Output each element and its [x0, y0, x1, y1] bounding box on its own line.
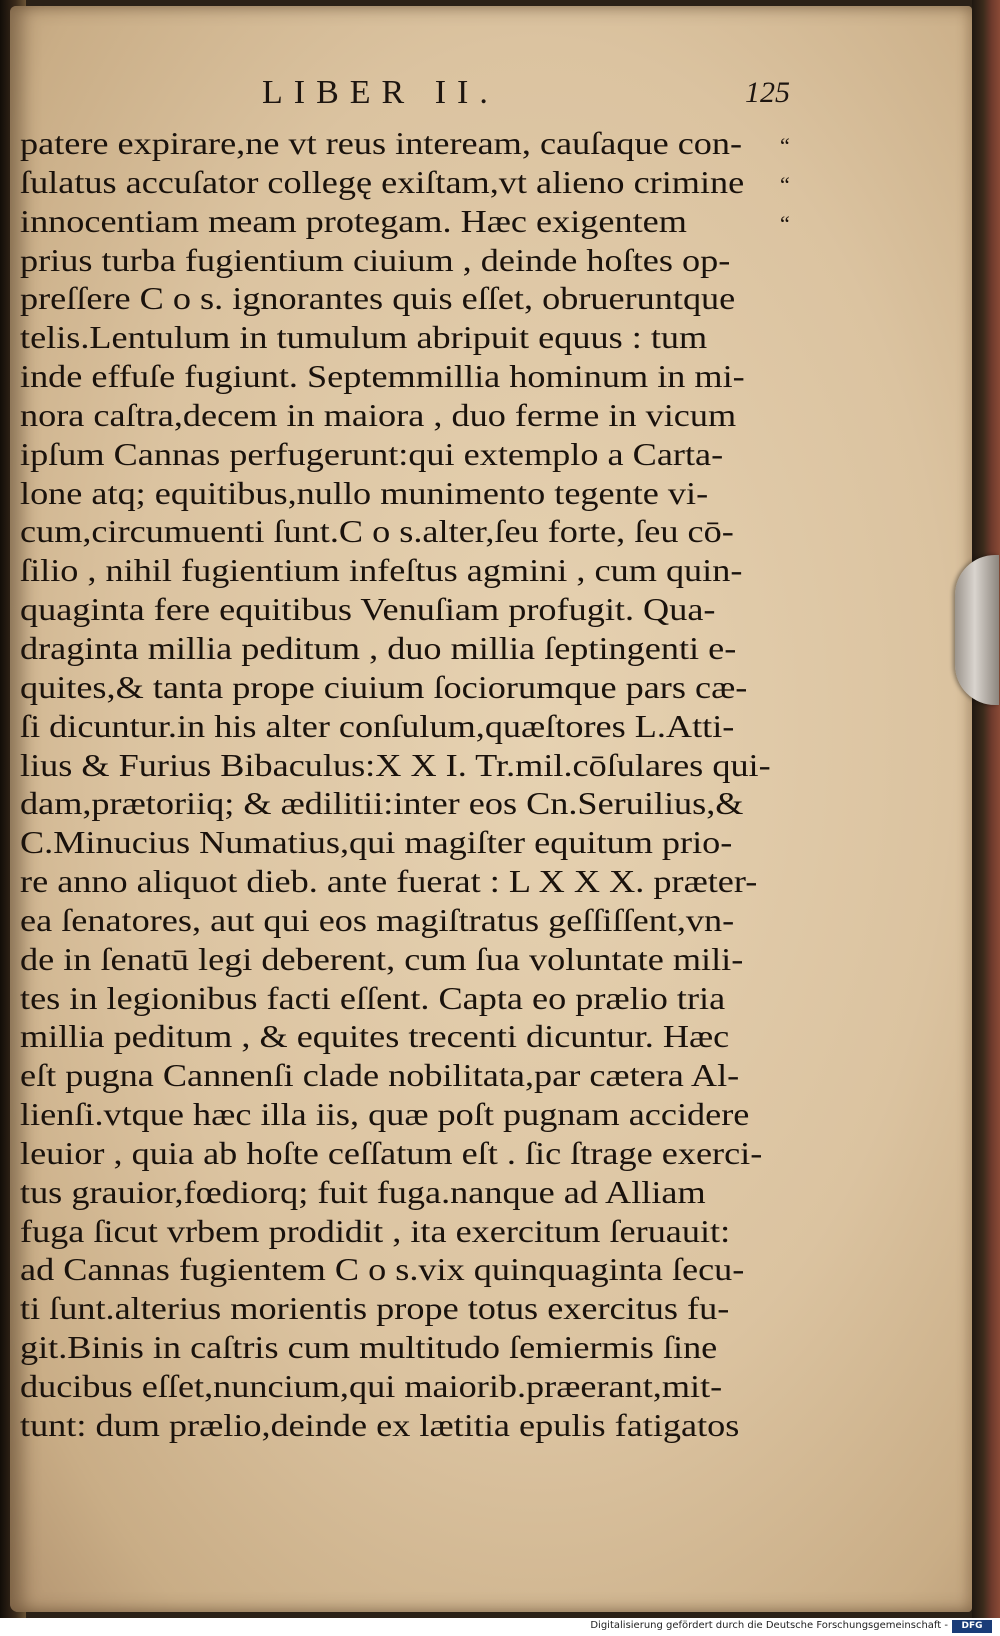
page-number: 125	[745, 76, 790, 109]
text-line: lone atq; equitibus,nullo munimento tegente vi-	[20, 475, 709, 511]
text-line: ſilio , nihil fugientium infeſtus agmini , cum quin-	[20, 553, 743, 589]
text-line: C.Minucius Numatius,qui magiſter equitum prio-	[20, 825, 733, 861]
text-line: fuga ſicut vrbem prodidit , ita exercitum ſeruauit:	[20, 1213, 731, 1249]
text-line: tunt: dum prælio,deinde ex lætitia epulis fatigatos	[20, 1407, 740, 1443]
body-text	[20, 125, 820, 1446]
text-line: ſi dicuntur.in his alter conſulum,quæſtores L.Atti-	[20, 708, 735, 744]
text-line: prius turba fugientium ciuium , deinde hoſtes op-	[20, 242, 731, 278]
footer-bar	[0, 1618, 1000, 1636]
text-line: tus grauior,fœdiorq; fuit fuga.nanque ad Alliam	[20, 1174, 706, 1210]
text-line: millia peditum , & equites trecenti dicuntur. Hæc	[20, 1019, 730, 1055]
text-line: ſulatus accuſator collegę exiſtam,vt alieno crimine	[20, 164, 745, 200]
text-line: lius & Furius Bibaculus:X X I. Tr.mil.cōſulares qui-	[20, 747, 771, 783]
book-fore-edge	[972, 0, 1000, 1618]
page-clip	[955, 555, 999, 705]
text-line: inde effuſe fugiunt. Septemmillia hominum in mi-	[20, 359, 745, 395]
text-line: ti ſunt.alterius morientis prope totus exercitus fu-	[20, 1291, 730, 1327]
text-line: ea ſenatores, aut qui eos magiſtratus geſſiſſent,vn-	[20, 902, 735, 938]
text-line: preſſere C o s. ignorantes quis eſſet, obrueruntque	[20, 281, 736, 317]
text-line: re anno aliquot dieb. ante fuerat : L X X X. præter-	[20, 864, 758, 900]
text-line: quaginta fere equitibus Venuſiam profugit. Qua-	[20, 592, 716, 628]
text-line: cum,circumuenti ſunt.C o s.alter,ſeu forte, ſeu cō-	[20, 514, 734, 550]
quote-mark: “	[780, 133, 790, 158]
margin-quote-marks	[780, 127, 820, 244]
quote-mark: “	[780, 171, 790, 197]
text-line: draginta millia peditum , duo millia ſeptingenti e-	[20, 630, 737, 666]
text-line: ad Cannas fugientem C o s.vix quinquaginta ſecu-	[20, 1252, 745, 1288]
text-line: innocentiam meam protegam. Hæc exigentem	[20, 203, 687, 239]
text-line: patere expirare,ne vt reus inteream, cauſaque con-	[20, 126, 743, 161]
text-line: de in ſenatū legi deberent, cum ſua voluntate mili-	[20, 941, 744, 977]
running-head: LIBER II.	[262, 74, 499, 111]
funding-credit: Digitalisierung gefördert durch die Deutsche Forschungsgemeinschaft -	[590, 1620, 948, 1631]
quote-mark: “	[780, 210, 790, 236]
text-line: leuior , quia ab hoſte ceſſatum eſt . ſic ſtrage exerci-	[20, 1135, 763, 1171]
text-line: quites,& tanta prope ciuium ſociorumque pars cæ-	[20, 669, 748, 705]
dfg-logo: DFG	[952, 1620, 992, 1633]
text-line: telis.Lentulum in tumulum abripuit equus : tum	[20, 320, 708, 356]
text-line: dam,prætoriiq; & ædilitii:inter eos Cn.Seruilius,&	[20, 786, 744, 822]
text-line: git.Binis in caſtris cum multitudo ſemiermis ſine	[20, 1330, 718, 1366]
text-line: ducibus eſſet,nuncium,qui maiorib.præerant,mit-	[20, 1369, 723, 1404]
text-line: eſt pugna Cannenſi clade nobilitata,par cætera Al-	[20, 1058, 740, 1094]
text-line: lienſi.vtque hæc illa iis, quæ poſt pugnam accidere	[20, 1097, 750, 1133]
text-line: tes in legionibus facti eſſent. Capta eo prælio tria	[20, 980, 726, 1016]
page-header	[0, 70, 972, 120]
text-line: ipſum Cannas perfugerunt:qui extemplo a Carta-	[20, 436, 724, 472]
text-line: nora caſtra,decem in maiora , duo ferme in vicum	[20, 397, 737, 433]
